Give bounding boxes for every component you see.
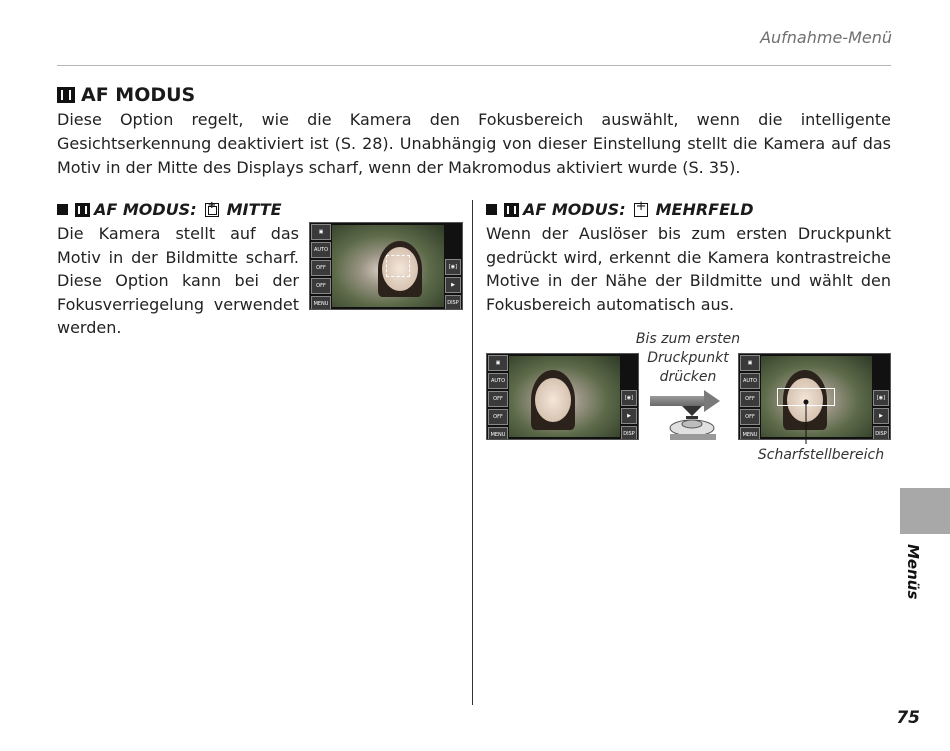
subheading-multi xyxy=(486,200,754,219)
face-detect-icon: [◉] xyxy=(445,259,461,275)
camera-mode-icon: ▣ xyxy=(311,224,331,240)
flash-icon: AUTO xyxy=(740,373,760,389)
macro-icon: OFF xyxy=(740,409,760,425)
header-divider xyxy=(57,65,891,66)
running-header: Aufnahme-Menü xyxy=(760,28,892,47)
focus-frame xyxy=(386,255,410,277)
scene-photo xyxy=(761,356,872,437)
camera-mode-icon: ▣ xyxy=(740,355,760,371)
screen-left-icons xyxy=(488,355,508,440)
af-mode-icon xyxy=(57,87,75,103)
press-caption: Bis zum ersten Druckpunkt drücken xyxy=(635,331,741,385)
self-timer-icon: OFF xyxy=(488,391,508,407)
scene-photo xyxy=(332,225,444,307)
screen-left-icons xyxy=(740,355,760,440)
subheading-center xyxy=(57,200,282,219)
multi-mode-description: Wenn der Auslöser bis zum ersten Druckpunkt gedrückt wird, erkennt die Kamera kontrastreiche Motive in der Nähe der Bildmitte und wählt den Fokusbereich automatisch aus. xyxy=(486,224,891,314)
menu-icon: MENU xyxy=(488,427,508,440)
chapter-tab-label: Menüs xyxy=(904,544,922,600)
self-timer-icon: OFF xyxy=(740,391,760,407)
press-arrow xyxy=(650,390,724,450)
subheading-prefix: AF MODUS: xyxy=(94,200,197,219)
section-title xyxy=(57,84,195,106)
face xyxy=(535,378,571,422)
menu-icon: MENU xyxy=(740,427,760,440)
disp-icon: DISP xyxy=(873,426,889,440)
af-mode-icon xyxy=(504,203,519,217)
playback-icon: ▶ xyxy=(873,408,889,424)
chapter-tab xyxy=(900,488,950,534)
screen-right-icons xyxy=(873,390,889,440)
macro-icon: OFF xyxy=(311,278,331,294)
screen-right-icons xyxy=(621,390,637,440)
self-timer-icon: OFF xyxy=(311,260,331,276)
face-detect-icon: [◉] xyxy=(621,390,637,406)
center-focus-icon xyxy=(205,203,219,217)
camera-screen-center xyxy=(309,222,463,310)
subheading-prefix: AF MODUS: xyxy=(523,200,626,219)
focus-area-caption: Scharfstellbereich xyxy=(757,447,885,463)
subheading-mode: MEHRFELD xyxy=(655,200,754,219)
playback-icon: ▶ xyxy=(445,277,461,293)
section-title-text: AF MODUS xyxy=(81,84,196,106)
scene-photo xyxy=(509,356,620,437)
bullet-square-icon xyxy=(57,204,68,215)
leader-line xyxy=(800,398,812,448)
shutter-button-icon xyxy=(664,406,724,442)
flash-icon: AUTO xyxy=(488,373,508,389)
disp-icon: DISP xyxy=(621,426,637,440)
bullet-square-icon xyxy=(486,204,497,215)
flash-icon: AUTO xyxy=(311,242,331,258)
camera-screen-before xyxy=(486,353,639,440)
camera-mode-icon: ▣ xyxy=(488,355,508,371)
screen-right-icons xyxy=(445,259,461,310)
page-number: 75 xyxy=(896,708,920,728)
camera-screen-after xyxy=(738,353,891,440)
center-mode-description: Die Kamera stellt auf das Motiv in der Bildmitte scharf. Diese Option kann bei der Fokusverriegelung verwendet werden. xyxy=(57,224,299,337)
section-intro: Diese Option regelt, wie die Kamera den Fokusbereich auswählt, wenn die intelligente Gesichtserkennung deaktiviert ist (S. 28). Unabhängig von dieser Einstellung stellt die Kamera auf das Motiv in der Mitte des Displays scharf, wenn der Makromodus aktiviert wurde (S. 35). xyxy=(57,110,891,177)
multi-focus-icon xyxy=(634,203,648,217)
menu-icon: MENU xyxy=(311,296,331,310)
playback-icon: ▶ xyxy=(621,408,637,424)
arrow-shaft xyxy=(650,396,706,406)
af-mode-icon xyxy=(75,203,90,217)
disp-icon: DISP xyxy=(445,295,461,310)
column-divider xyxy=(472,200,473,705)
subheading-mode: MITTE xyxy=(226,200,282,219)
screen-left-icons xyxy=(311,224,331,310)
macro-icon: OFF xyxy=(488,409,508,425)
face-detect-icon: [◉] xyxy=(873,390,889,406)
